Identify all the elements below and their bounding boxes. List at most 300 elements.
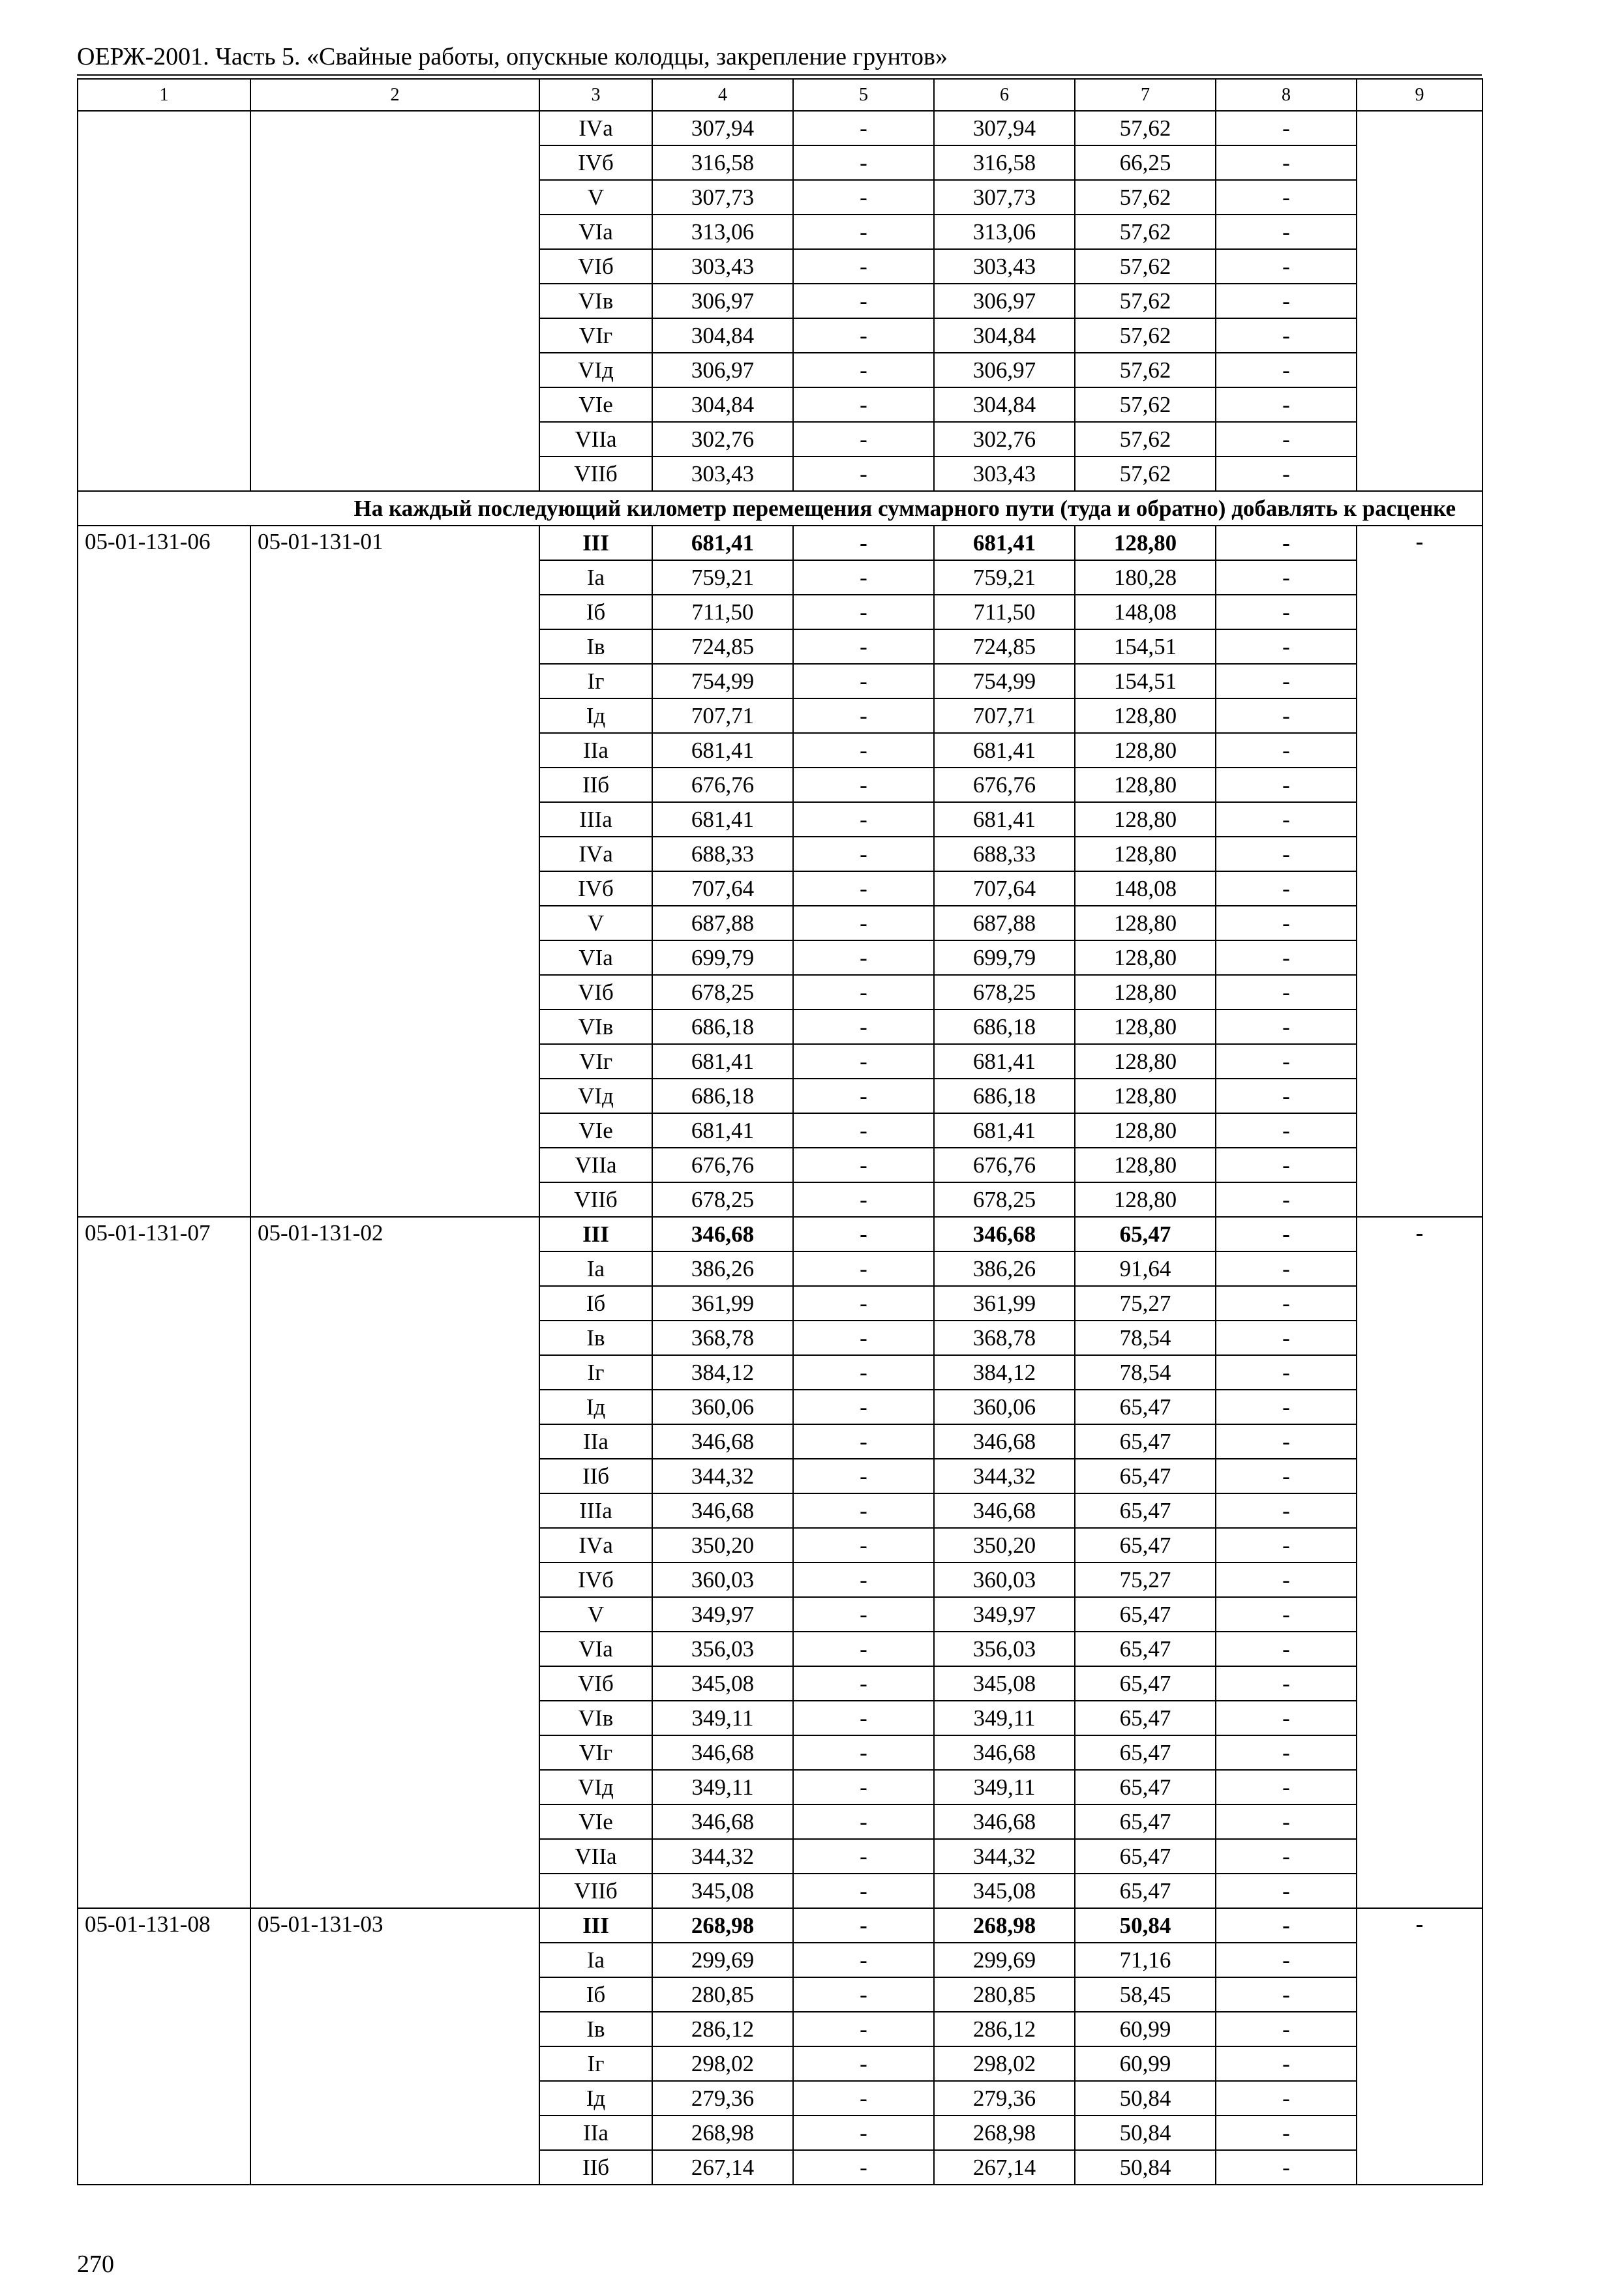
value-cell: 681,41: [934, 733, 1075, 768]
value-cell: -: [793, 975, 934, 1010]
value-cell: -: [793, 1908, 934, 1943]
value-cell: -: [793, 1459, 934, 1493]
rate-code: 05-01-131-06: [78, 526, 250, 1217]
value-cell: -: [1216, 629, 1357, 664]
value-cell: 268,98: [652, 2116, 793, 2150]
value-cell: 676,76: [652, 1148, 793, 1182]
value-cell: 128,80: [1075, 1079, 1216, 1113]
value-cell: 65,47: [1075, 1493, 1216, 1528]
value-cell: -: [793, 1148, 934, 1182]
value-cell: -: [1216, 1735, 1357, 1770]
value-cell: 707,71: [934, 698, 1075, 733]
value-cell: 286,12: [934, 2012, 1075, 2046]
value-cell: 279,36: [652, 2081, 793, 2116]
value-cell: VIг: [539, 1044, 652, 1079]
value-cell: 286,12: [652, 2012, 793, 2046]
value-cell: -: [793, 1355, 934, 1390]
value-cell: -: [793, 318, 934, 353]
value-cell: 707,64: [934, 871, 1075, 906]
value-cell: 303,43: [934, 249, 1075, 284]
value-cell: 50,84: [1075, 2081, 1216, 2116]
value-cell: 306,97: [934, 353, 1075, 387]
value-cell: -: [793, 1839, 934, 1874]
table-body: [78, 111, 1482, 2185]
value-cell: -: [793, 1701, 934, 1735]
value-cell: -: [793, 1493, 934, 1528]
value-cell: -: [1216, 871, 1357, 906]
value-cell: -: [1216, 1044, 1357, 1079]
value-cell: Iд: [539, 1390, 652, 1424]
page-number: 270: [77, 2251, 114, 2278]
value-cell: -: [793, 1113, 934, 1148]
value-cell: -: [1216, 1908, 1357, 1943]
value-cell: -: [1216, 111, 1357, 145]
value-cell: 346,68: [934, 1493, 1075, 1528]
value-cell: 65,47: [1075, 1804, 1216, 1839]
value-cell: -: [1216, 284, 1357, 318]
value-cell: 686,18: [652, 1010, 793, 1044]
value-cell: 681,41: [652, 733, 793, 768]
value-cell: Iб: [539, 595, 652, 629]
value-cell: -: [793, 906, 934, 940]
value-cell: -: [793, 180, 934, 215]
value-cell: -: [1216, 526, 1357, 560]
value-cell: VIIа: [539, 1839, 652, 1874]
value-cell: -: [793, 802, 934, 837]
value-cell: 298,02: [934, 2046, 1075, 2081]
value-cell: 268,98: [652, 1908, 793, 1943]
value-cell: 75,27: [1075, 1563, 1216, 1597]
value-cell: Iа: [539, 1943, 652, 1977]
value-cell: 128,80: [1075, 1113, 1216, 1148]
value-cell: 128,80: [1075, 768, 1216, 802]
value-cell: 349,11: [652, 1770, 793, 1804]
value-cell: V: [539, 1597, 652, 1632]
value-cell: 304,84: [652, 318, 793, 353]
value-cell: 724,85: [934, 629, 1075, 664]
value-cell: -: [1216, 1148, 1357, 1182]
value-cell: -: [793, 1977, 934, 2012]
value-cell: -: [1216, 249, 1357, 284]
value-cell: -: [1216, 1528, 1357, 1563]
value-cell: 299,69: [934, 1943, 1075, 1977]
column-number: 5: [793, 79, 934, 111]
value-cell: 361,99: [652, 1286, 793, 1321]
value-cell: 148,08: [1075, 871, 1216, 906]
value-cell: 65,47: [1075, 1217, 1216, 1251]
value-cell: -: [1216, 975, 1357, 1010]
value-cell: -: [793, 215, 934, 249]
value-cell: 346,68: [934, 1217, 1075, 1251]
value-cell: 346,68: [934, 1424, 1075, 1459]
value-cell: -: [793, 249, 934, 284]
value-cell: 678,25: [652, 1182, 793, 1217]
value-cell: 386,26: [934, 1251, 1075, 1286]
value-cell: -: [1216, 560, 1357, 595]
value-cell: 360,06: [934, 1390, 1075, 1424]
value-cell: 759,21: [934, 560, 1075, 595]
value-cell: 676,76: [934, 1148, 1075, 1182]
value-cell: 75,27: [1075, 1286, 1216, 1321]
value-cell: -: [793, 1044, 934, 1079]
value-cell: VIд: [539, 353, 652, 387]
value-cell: -: [1216, 1874, 1357, 1908]
value-cell: 306,97: [652, 353, 793, 387]
value-cell: -: [1216, 1701, 1357, 1735]
column-number: 8: [1216, 79, 1357, 111]
value-cell: -: [793, 1390, 934, 1424]
value-cell: -: [793, 1632, 934, 1666]
value-cell: 346,68: [934, 1804, 1075, 1839]
value-cell: 724,85: [652, 629, 793, 664]
value-cell: -: [793, 664, 934, 698]
value-cell: IVб: [539, 871, 652, 906]
value-cell: 65,47: [1075, 1528, 1216, 1563]
value-cell: 304,84: [934, 318, 1075, 353]
value-cell: 711,50: [934, 595, 1075, 629]
value-cell: IIб: [539, 2150, 652, 2185]
value-cell: 298,02: [652, 2046, 793, 2081]
value-cell: 384,12: [934, 1355, 1075, 1390]
value-cell: VIб: [539, 1666, 652, 1701]
value-cell: -: [1216, 1563, 1357, 1597]
value-cell: VIд: [539, 1079, 652, 1113]
value-cell: 180,28: [1075, 560, 1216, 595]
value-cell: 57,62: [1075, 422, 1216, 456]
value-cell: -: [793, 1563, 934, 1597]
value-cell: -: [793, 1804, 934, 1839]
value-cell: 302,76: [934, 422, 1075, 456]
column-number: 9: [1357, 79, 1482, 111]
value-cell: Iг: [539, 664, 652, 698]
value-cell: IIа: [539, 2116, 652, 2150]
value-cell: 344,32: [934, 1459, 1075, 1493]
value-cell: -: [1216, 1424, 1357, 1459]
value-cell: 344,32: [934, 1839, 1075, 1874]
value-cell: 65,47: [1075, 1459, 1216, 1493]
rate-code: 05-01-131-08: [78, 1908, 250, 2185]
value-cell: -: [1216, 353, 1357, 387]
value-cell: IIа: [539, 1424, 652, 1459]
value-cell: -: [793, 837, 934, 871]
value-cell: 306,97: [652, 284, 793, 318]
value-cell: VIг: [539, 1735, 652, 1770]
value-cell: 60,99: [1075, 2046, 1216, 2081]
value-cell: VIе: [539, 1113, 652, 1148]
value-cell: 304,84: [652, 387, 793, 422]
value-cell: VIа: [539, 940, 652, 975]
col9-cell: -: [1357, 1217, 1482, 1908]
value-cell: 681,41: [934, 1044, 1075, 1079]
value-cell: 349,11: [652, 1701, 793, 1735]
value-cell: -: [793, 1597, 934, 1632]
value-cell: 707,64: [652, 871, 793, 906]
value-cell: -: [793, 2150, 934, 2185]
value-cell: VIIа: [539, 422, 652, 456]
value-cell: 50,84: [1075, 2116, 1216, 2150]
value-cell: -: [1216, 2012, 1357, 2046]
value-cell: -: [793, 284, 934, 318]
value-cell: IVа: [539, 111, 652, 145]
value-cell: -: [1216, 1251, 1357, 1286]
value-cell: 65,47: [1075, 1597, 1216, 1632]
page-header: [77, 39, 1482, 74]
value-cell: 699,79: [934, 940, 1075, 975]
value-cell: -: [793, 1666, 934, 1701]
value-cell: VIб: [539, 249, 652, 284]
value-cell: 65,47: [1075, 1424, 1216, 1459]
value-cell: 360,03: [934, 1563, 1075, 1597]
value-cell: 678,25: [934, 975, 1075, 1010]
value-cell: VIIб: [539, 1182, 652, 1217]
value-cell: 306,97: [934, 284, 1075, 318]
table-row-main: [78, 1908, 1482, 1943]
value-cell: 307,73: [652, 180, 793, 215]
value-cell: 128,80: [1075, 837, 1216, 871]
value-cell: 267,14: [934, 2150, 1075, 2185]
value-cell: -: [793, 1321, 934, 1355]
value-cell: 65,47: [1075, 1390, 1216, 1424]
value-cell: -: [1216, 1286, 1357, 1321]
value-cell: 360,06: [652, 1390, 793, 1424]
value-cell: 316,58: [652, 145, 793, 180]
table-row: [78, 111, 1482, 145]
value-cell: 346,68: [652, 1424, 793, 1459]
value-cell: 686,18: [934, 1079, 1075, 1113]
value-cell: -: [793, 387, 934, 422]
value-cell: 65,47: [1075, 1701, 1216, 1735]
value-cell: 58,45: [1075, 1977, 1216, 2012]
value-cell: 307,94: [934, 111, 1075, 145]
value-cell: 349,97: [652, 1597, 793, 1632]
value-cell: 128,80: [1075, 1010, 1216, 1044]
value-cell: -: [1216, 1977, 1357, 2012]
value-cell: 346,68: [934, 1735, 1075, 1770]
note-text: На каждый последующий километр перемещения суммарного пути (туда и обратно) добавлять к расценке: [78, 491, 1482, 526]
value-cell: VIб: [539, 975, 652, 1010]
column-number: 2: [250, 79, 539, 111]
value-cell: -: [1216, 456, 1357, 491]
value-cell: -: [1216, 733, 1357, 768]
value-cell: 279,36: [934, 2081, 1075, 2116]
value-cell: -: [793, 2012, 934, 2046]
value-cell: -: [793, 111, 934, 145]
column-number: 6: [934, 79, 1075, 111]
value-cell: 302,76: [652, 422, 793, 456]
value-cell: 148,08: [1075, 595, 1216, 629]
value-cell: -: [793, 2046, 934, 2081]
column-number: 3: [539, 79, 652, 111]
value-cell: Iд: [539, 698, 652, 733]
value-cell: 128,80: [1075, 1182, 1216, 1217]
value-cell: -: [1216, 1079, 1357, 1113]
value-cell: -: [793, 456, 934, 491]
value-cell: 313,06: [934, 215, 1075, 249]
value-cell: -: [1216, 145, 1357, 180]
value-cell: -: [1216, 1804, 1357, 1839]
value-cell: 267,14: [652, 2150, 793, 2185]
value-cell: -: [793, 145, 934, 180]
value-cell: IIIа: [539, 1493, 652, 1528]
value-cell: -: [1216, 698, 1357, 733]
value-cell: -: [793, 1424, 934, 1459]
value-cell: -: [1216, 1597, 1357, 1632]
value-cell: 346,68: [652, 1217, 793, 1251]
value-cell: 676,76: [934, 768, 1075, 802]
value-cell: 754,99: [934, 664, 1075, 698]
rate-code: 05-01-131-07: [78, 1217, 250, 1908]
value-cell: 384,12: [652, 1355, 793, 1390]
note-row: [78, 491, 1482, 526]
value-cell: III: [539, 1217, 652, 1251]
value-cell: 128,80: [1075, 526, 1216, 560]
value-cell: -: [1216, 2150, 1357, 2185]
code-cell: [78, 111, 250, 491]
value-cell: 303,43: [652, 249, 793, 284]
value-cell: Iв: [539, 629, 652, 664]
value-cell: -: [793, 1874, 934, 1908]
value-cell: 128,80: [1075, 940, 1216, 975]
value-cell: 360,03: [652, 1563, 793, 1597]
value-cell: 687,88: [934, 906, 1075, 940]
value-cell: Iг: [539, 2046, 652, 2081]
value-cell: 60,99: [1075, 2012, 1216, 2046]
value-cell: 678,25: [652, 975, 793, 1010]
value-cell: -: [793, 1735, 934, 1770]
value-cell: 304,84: [934, 387, 1075, 422]
value-cell: -: [1216, 422, 1357, 456]
value-cell: Iа: [539, 560, 652, 595]
value-cell: 65,47: [1075, 1874, 1216, 1908]
value-cell: -: [1216, 2046, 1357, 2081]
value-cell: 280,85: [652, 1977, 793, 2012]
value-cell: -: [1216, 1493, 1357, 1528]
value-cell: 344,32: [652, 1839, 793, 1874]
value-cell: 356,03: [934, 1632, 1075, 1666]
value-cell: 57,62: [1075, 284, 1216, 318]
value-cell: 65,47: [1075, 1632, 1216, 1666]
value-cell: 128,80: [1075, 733, 1216, 768]
value-cell: 299,69: [652, 1943, 793, 1977]
value-cell: -: [1216, 1321, 1357, 1355]
value-cell: IVб: [539, 1563, 652, 1597]
value-cell: 344,32: [652, 1459, 793, 1493]
value-cell: 268,98: [934, 1908, 1075, 1943]
value-cell: 346,68: [652, 1804, 793, 1839]
value-cell: -: [793, 560, 934, 595]
value-cell: 345,08: [934, 1874, 1075, 1908]
value-cell: 50,84: [1075, 2150, 1216, 2185]
value-cell: 681,41: [652, 1113, 793, 1148]
value-cell: VIIб: [539, 456, 652, 491]
value-cell: 687,88: [652, 906, 793, 940]
value-cell: 65,47: [1075, 1666, 1216, 1701]
value-cell: 313,06: [652, 215, 793, 249]
value-cell: IVа: [539, 1528, 652, 1563]
value-cell: -: [793, 1079, 934, 1113]
value-cell: 57,62: [1075, 387, 1216, 422]
value-cell: -: [1216, 1943, 1357, 1977]
value-cell: Iг: [539, 1355, 652, 1390]
value-cell: 57,62: [1075, 180, 1216, 215]
table-row-main: [78, 526, 1482, 560]
value-cell: 65,47: [1075, 1735, 1216, 1770]
value-cell: 154,51: [1075, 629, 1216, 664]
value-cell: -: [1216, 1839, 1357, 1874]
value-cell: VIIа: [539, 1148, 652, 1182]
value-cell: -: [1216, 180, 1357, 215]
value-cell: -: [1216, 906, 1357, 940]
column-number: 4: [652, 79, 793, 111]
value-cell: 71,16: [1075, 1943, 1216, 1977]
value-cell: 128,80: [1075, 975, 1216, 1010]
value-cell: 57,62: [1075, 111, 1216, 145]
value-cell: -: [1216, 318, 1357, 353]
value-cell: -: [1216, 595, 1357, 629]
value-cell: 50,84: [1075, 1908, 1216, 1943]
value-cell: -: [1216, 1390, 1357, 1424]
value-cell: -: [793, 1217, 934, 1251]
value-cell: 688,33: [652, 837, 793, 871]
value-cell: -: [1216, 1632, 1357, 1666]
value-cell: Iб: [539, 1977, 652, 2012]
document-title: ОЕРЖ-2001. Часть 5. «Свайные работы, опускные колодцы, закрепление грунтов»: [77, 43, 948, 70]
value-cell: -: [793, 940, 934, 975]
value-cell: -: [793, 1251, 934, 1286]
value-cell: -: [1216, 1770, 1357, 1804]
value-cell: 345,08: [652, 1666, 793, 1701]
value-cell: IVб: [539, 145, 652, 180]
value-cell: VIе: [539, 1804, 652, 1839]
value-cell: -: [1216, 768, 1357, 802]
value-cell: -: [1216, 1459, 1357, 1493]
value-cell: 66,25: [1075, 145, 1216, 180]
value-cell: -: [1216, 802, 1357, 837]
value-cell: 154,51: [1075, 664, 1216, 698]
value-cell: 307,94: [652, 111, 793, 145]
value-cell: -: [1216, 1217, 1357, 1251]
base-rate-code: 05-01-131-03: [250, 1908, 539, 2185]
value-cell: Iа: [539, 1251, 652, 1286]
value-cell: 57,62: [1075, 318, 1216, 353]
value-cell: 681,41: [652, 1044, 793, 1079]
value-cell: 65,47: [1075, 1839, 1216, 1874]
value-cell: 280,85: [934, 1977, 1075, 2012]
value-cell: IIб: [539, 768, 652, 802]
value-cell: 65,47: [1075, 1770, 1216, 1804]
value-cell: -: [1216, 387, 1357, 422]
value-cell: 346,68: [652, 1493, 793, 1528]
col9-cell: -: [1357, 526, 1482, 1217]
table-row-main: [78, 1217, 1482, 1251]
base-code-cell: [250, 111, 539, 491]
value-cell: 307,73: [934, 180, 1075, 215]
value-cell: -: [1216, 1113, 1357, 1148]
value-cell: -: [1216, 1355, 1357, 1390]
value-cell: -: [793, 1943, 934, 1977]
value-cell: 349,97: [934, 1597, 1075, 1632]
value-cell: 686,18: [652, 1079, 793, 1113]
value-cell: Iв: [539, 1321, 652, 1355]
value-cell: 128,80: [1075, 1148, 1216, 1182]
value-cell: VIIб: [539, 1874, 652, 1908]
value-cell: -: [793, 422, 934, 456]
value-cell: IIа: [539, 733, 652, 768]
column-number: 1: [78, 79, 250, 111]
value-cell: IIб: [539, 1459, 652, 1493]
value-cell: 57,62: [1075, 249, 1216, 284]
value-cell: 349,11: [934, 1770, 1075, 1804]
